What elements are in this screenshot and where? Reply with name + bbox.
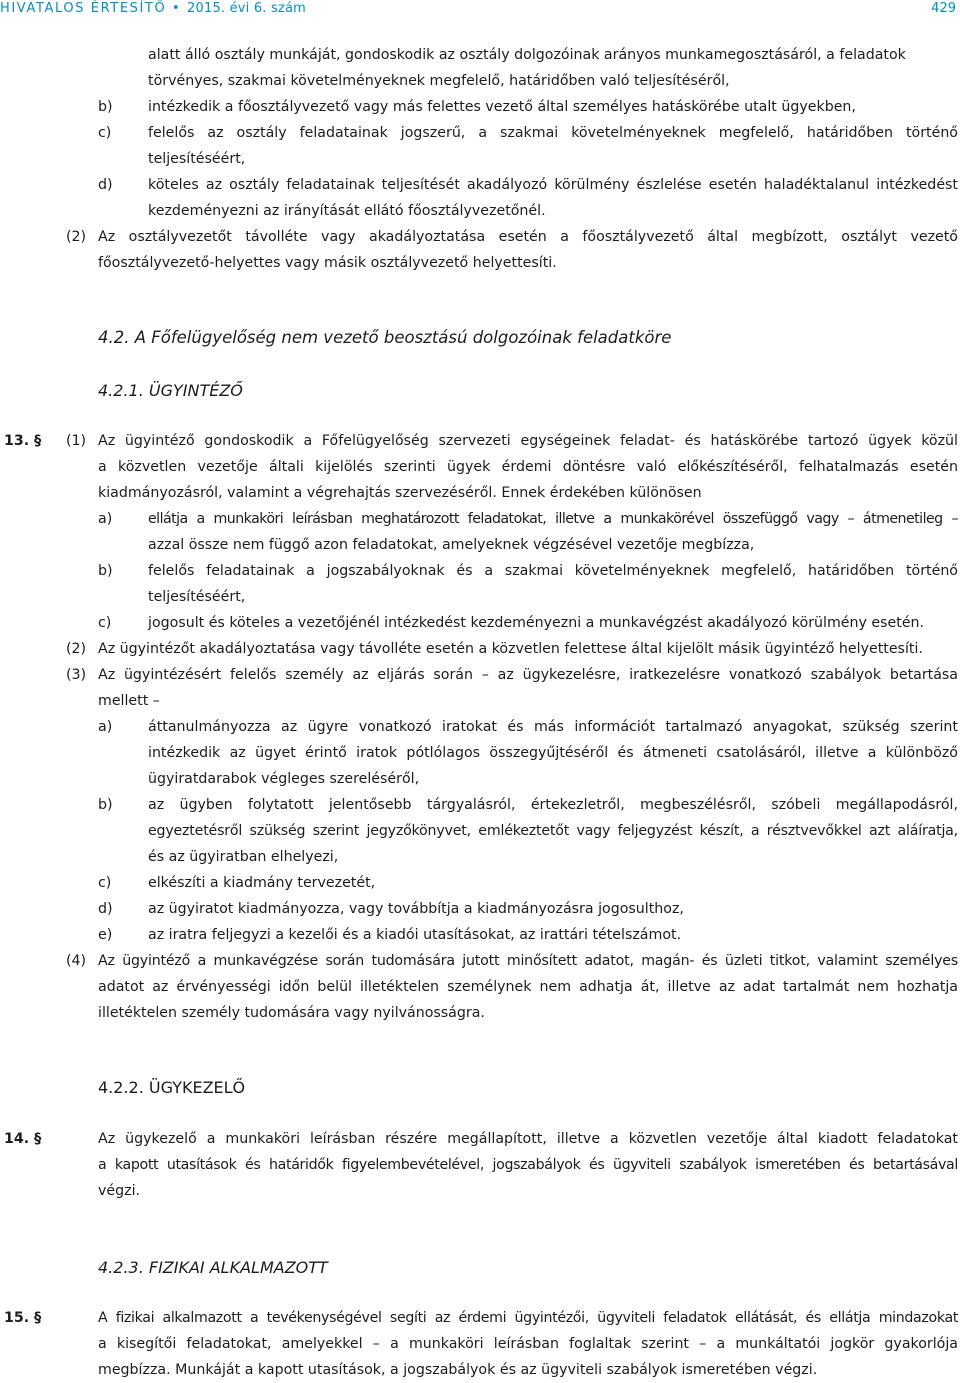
paragraph-label: (1) — [66, 433, 87, 449]
s14-text: Az ügykezelő a munkaköri leírásban részére megállapított, illetve a közvetlen vezetője által kiadott feladatokat — [98, 1131, 958, 1147]
subsection-heading: 4.2.3. FIZIKAI ALKALMAZOTT — [98, 1258, 328, 1277]
s13-p3-item-d: az ügyiratot kiadmányozza, vagy továbbítja a kiadmányozásra jogosulthoz, — [148, 901, 684, 917]
intro-item-d: köteles az osztály feladatainak teljesítését akadályozó körülmény észlelése esetén haladéktalanul intézkedést — [148, 177, 958, 193]
s13-item-a: azzal össze nem függő azon feladatokat, amelyeknek végzésével vezetője megbízza, — [148, 537, 755, 553]
s13-item-b: teljesítéséért, — [148, 589, 246, 605]
item-label: b) — [98, 797, 113, 813]
item-label: c) — [98, 125, 112, 141]
intro-item-c: teljesítéséért, — [148, 151, 246, 167]
header-bullet: • — [172, 1, 182, 16]
s13-p3-item-e: az iratra feljegyzi a kezelői és a kiadói utasításokat, az irattári tételszámot. — [148, 927, 682, 943]
paragraph-label: (3) — [66, 667, 87, 683]
s13-p3-item-c: elkészíti a kiadmány tervezetét, — [148, 875, 376, 891]
s13-p3-item-b: az ügyben folytatott jelentősebb tárgyalásról, értekezletről, megbeszélésről, szóbeli megállapodásról, — [148, 797, 958, 813]
intro-item-c: felelős az osztály feladatainak jogszerű, a szakmai követelményeknek megfelelő, határidőben történő — [148, 125, 958, 141]
s13-paragraph-4: Az ügyintéző a munkavégzése során tudomására jutott minősített adatot, magán- és üzleti titkot, valamint személyes — [98, 953, 958, 969]
s13-paragraph-4: illetéktelen személy tudomására vagy nyilvánosságra. — [98, 1005, 485, 1021]
item-label: c) — [98, 875, 112, 891]
s13-paragraph-3: Az ügyintézésért felelős személy az eljárás során – az ügykezelésre, iratkezelésre vonatkozó szabályok betartása — [98, 667, 958, 683]
s15-text: a kisegítői feladatokat, amelyekkel – a munkaköri leírásban foglaltak szerint – a munkáltatói jogkör gyakorlója — [98, 1336, 958, 1352]
item-label: b) — [98, 563, 113, 579]
paragraph-label: (2) — [66, 229, 87, 245]
item-label: a) — [98, 511, 113, 527]
intro-paragraph-2: Az osztályvezetőt távolléte vagy akadályoztatása esetén a főosztályvezető által megbízott, osztályt vezető — [98, 229, 958, 245]
s13-paragraph-3: mellett – — [98, 693, 160, 709]
paragraph-label: (4) — [66, 953, 87, 969]
s13-paragraph-2: Az ügyintézőt akadályoztatása vagy távolléte esetén a közvetlen felettese által kijelölt másik ügyintéző helyettesíti. — [98, 641, 923, 657]
item-label: e) — [98, 927, 113, 943]
section-number: 13. § — [4, 433, 42, 449]
s13-item-b: felelős feladatainak a jogszabályoknak és a szakmai követelményeknek megfelelő, határidőben történő — [148, 563, 958, 579]
s14-text: a kapott utasítások és határidők figyelembevételével, jogszabályok és ügyviteli szabályok ismeretében és betartásával — [98, 1157, 958, 1173]
item-label: a) — [98, 719, 113, 735]
item-label: d) — [98, 901, 113, 917]
s13-paragraph-1: a közvetlen vezetője általi kijelölés szerinti ügyek érdemi döntésre való előkészítéséről, felhatalmazás esetén — [98, 459, 958, 475]
intro-item-d: kezdeményezni az irányítását ellátó főosztályvezetőnél. — [148, 203, 546, 219]
running-header — [0, 0, 960, 18]
s13-p3-item-a: ügyiratdarabok végleges szereléséről, — [148, 771, 420, 787]
item-label: d) — [98, 177, 113, 193]
subsection-heading: 4.2.1. ÜGYINTÉZŐ — [98, 381, 243, 400]
intro-item-b: intézkedik a főosztályvezető vagy más felettes vezető által személyes hatáskörébe utalt ügyekben, — [148, 99, 856, 115]
page-number: 429 — [931, 1, 956, 16]
header-publication — [0, 0, 306, 18]
intro-paragraph-2: főosztályvezető-helyettes vagy másik osztályvezető helyettesíti. — [98, 255, 557, 271]
subsection-heading: 4.2.2. ÜGYKEZELŐ — [98, 1078, 246, 1097]
s15-text: megbízza. Munkáját a kapott utasítások, a jogszabályok és az ügyviteli szabályok ismeretében végzi. — [98, 1362, 818, 1378]
s13-p3-item-b: és az ügyiratban elhelyezi, — [148, 849, 339, 865]
s13-p3-item-b: egyeztetésről szükség szerint jegyzőkönyvet, emlékeztetőt vagy feljegyzést készít, a résztvevőkkel azt aláíratja, — [148, 823, 958, 839]
section-heading: 4.2. A Főfelügyelőség nem vezető beosztású dolgozóinak feladatköre — [98, 328, 672, 347]
s13-p3-item-a: intézkedik az ügyet érintő iratok pótlólagos összegyűjtéséről és átmeneti csatolásáról, illetve a különböző — [148, 745, 958, 761]
journal-title: HIVATALOS ÉRTESÍTŐ — [0, 1, 167, 16]
s13-p3-item-a: áttanulmányozza az ügyre vonatkozó iratokat és más információt tartalmazó anyagokat, szükség szerint — [148, 719, 958, 735]
section-number: 14. § — [4, 1131, 42, 1147]
issue-number: 2015. évi 6. szám — [187, 1, 306, 16]
item-label: c) — [98, 615, 112, 631]
intro-cont-line: alatt álló osztály munkáját, gondoskodik az osztály dolgozóinak arányos munkamegosztásáról, a feladatok — [148, 47, 906, 63]
s13-item-c: jogosult és köteles a vezetőjénél intézkedést kezdeményezni a munkavégzést akadályozó körülmény esetén. — [148, 615, 925, 631]
s13-paragraph-1: Az ügyintéző gondoskodik a Főfelügyelőség szervezeti egységeinek feladat- és hatáskörébe tartozó ügyek közül — [98, 433, 958, 449]
s13-paragraph-4: adatot az érvényességi időn belül illetéktelen személynek nem adhatja át, illetve az adat tartalmát nem hozhatja — [98, 979, 958, 995]
section-number: 15. § — [4, 1310, 42, 1326]
intro-cont-line: törvényes, szakmai követelményeknek megfelelő, határidőben való teljesítéséről, — [148, 73, 730, 89]
paragraph-label: (2) — [66, 641, 87, 657]
s14-text: végzi. — [98, 1183, 141, 1199]
item-label: b) — [98, 99, 113, 115]
s15-text: A fizikai alkalmazott a tevékenységével segíti az érdemi ügyintézői, ügyviteli feladatok ellátását, és ellátja mindazokat — [98, 1310, 958, 1326]
s13-item-a: ellátja a munkaköri leírásban meghatározott feladatokat, illetve a munkakörével összefüggő vagy – átmenetileg – — [148, 511, 958, 527]
s13-paragraph-1: kiadmányozásról, valamint a végrehajtás szervezéséről. Ennek érdekében különösen — [98, 485, 702, 501]
